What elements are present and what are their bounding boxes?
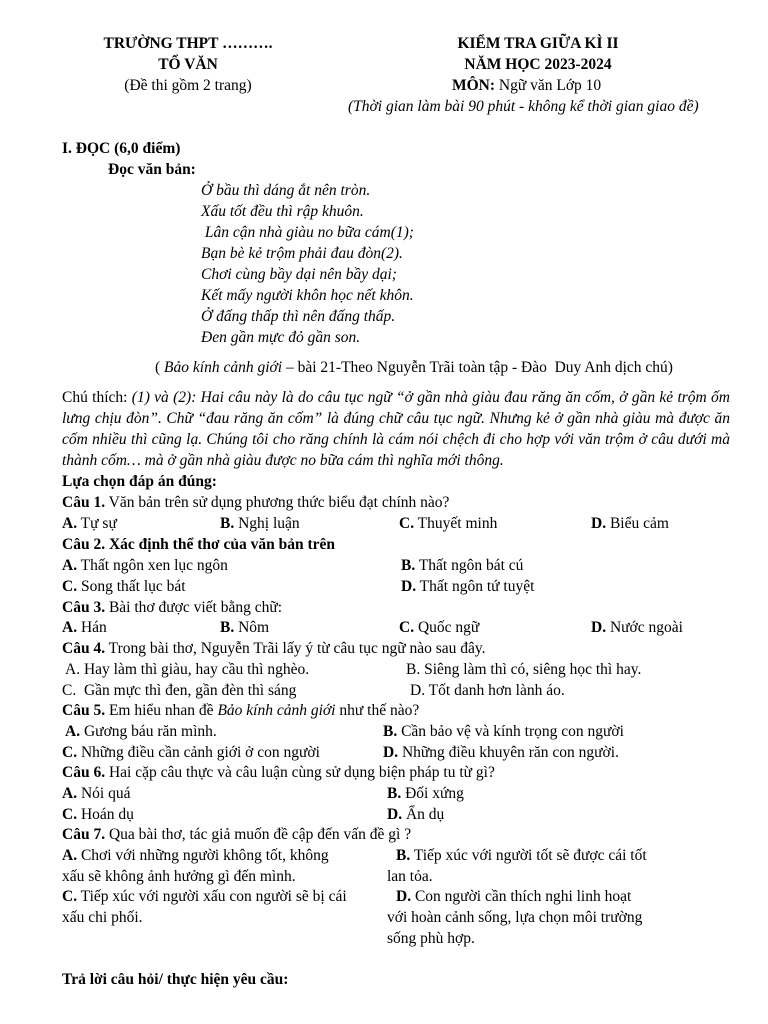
q4-option-d: D. Tốt danh hơn lành áo. [410,682,565,699]
option-text: Thuyết minh [414,515,498,532]
q2-option-b [401,555,523,576]
option-text: Tiếp xúc với người xấu con người sẽ bị cái [77,888,347,905]
q3-option-a [62,617,107,638]
q3-option-d [591,617,683,638]
q7-option-a-line1 [62,845,329,866]
q5-option-d [383,742,619,763]
option-text: Đối xứng [401,785,464,802]
option-text: Cần bảo vệ và kính trọng con người [397,723,624,740]
option-letter: B. [387,785,402,802]
option-letter: D. [387,806,403,823]
subject-label: MÔN: [452,77,496,94]
option-letter: C. [62,806,78,823]
poem-line: Bạn bè kẻ trộm phải đau đòn(2). [201,245,403,262]
q2-option-c [62,576,186,597]
question-text: Hai cặp câu thực và câu luận cùng sử dụng biện pháp tu từ gì? [105,764,495,781]
source-citation [155,357,673,378]
option-letter: C. [62,744,78,761]
option-text: Song thất lục bát [77,578,186,595]
option-text: Nghị luận [234,515,300,532]
question-3 [62,597,282,618]
option-text: Tiếp xúc với người tốt sẽ được cái tốt [410,847,647,864]
question-title-ref: Bảo kính cảnh giới [217,702,336,719]
option-text: Nói quá [77,785,131,802]
q3-option-b [220,617,269,638]
option-text: Chơi với những người không tốt, không [77,847,329,864]
question-text: Văn bản trên sử dụng phương thức biểu đạt chính nào? [105,494,450,511]
question-2: Câu 2. Xác định thể thơ của văn bản trên [62,536,335,553]
option-text: Biểu cảm [606,515,669,532]
poem-line: Kết mấy người khôn học nết khôn. [201,287,414,304]
q1-option-a [62,513,117,534]
q4-option-c: C. Gần mực thì đen, gần đèn thì sáng [62,682,297,699]
q7-option-d-line1 [396,886,631,907]
option-letter: A. [62,557,78,574]
option-letter: B. [396,847,411,864]
footnote-label: Chú thích: [62,389,132,406]
option-letter: B. [401,557,416,574]
q6-option-a [62,783,130,804]
school-year: NĂM HỌC 2023-2024 [464,56,612,73]
option-letter: B. [220,619,235,636]
question-number: Câu 3. [62,599,106,616]
subject-value: Ngữ văn Lớp 10 [498,77,602,94]
option-text: Thất ngôn bát cú [415,557,524,574]
option-letter: A. [62,723,81,740]
option-letter: D. [396,888,412,905]
source-open: ( [155,359,165,376]
option-text: Nước ngoài [606,619,683,636]
q6-option-b [387,783,464,804]
poem-line: Lân cận nhà giàu no bữa cám(1); [201,224,414,241]
option-text: Quốc ngữ [414,619,480,636]
source-title: Bảo kính cảnh giới [164,359,283,376]
q7-option-c-line1 [62,886,347,907]
q2-option-a [62,555,228,576]
question-number: Câu 6. [62,764,106,781]
option-letter: A. [62,785,78,802]
subject-line [452,75,601,96]
option-text: Hán [77,619,107,636]
question-1 [62,492,449,513]
q7-option-d-line3: sống phù hợp. [387,930,475,947]
q7-option-b-line1 [396,845,647,866]
time-note: (Thời gian làm bài 90 phút - không kể thời gian giao đề) [348,98,699,115]
question-text: Bài thơ được viết bằng chữ: [105,599,283,616]
question-text: Em hiểu nhan đề [105,702,218,719]
option-text: Tự sự [77,515,117,532]
footnote-text: (1) và (2): Hai câu này là do câu tục ngữ “ở gần nhà giàu đau răng ăn cốm, ở gần kẻ trộm ốm lưng chịu đòn”. Chữ “đau răng ăn cốm” là đúng chữ câu tục ngữ. Nhưng kẻ ở gần nhà giàu mà được ăn cốm nhiều thì cũng lạ. Chúng tôi cho răng chính là cám nói chệch đi cho hợp với văn trộm ở câu dưới mà thành cốm… mà ở gần nhà giàu được no bữa cám thì nghĩa mới thông. [62,389,730,469]
option-text: Con người cần thích nghi linh hoạt [411,888,632,905]
option-letter: C. [399,515,415,532]
option-letter: C. [62,888,78,905]
q4-option-b: B. Siêng làm thì có, siêng học thì hay. [406,661,642,678]
exam-title: KIỂM TRA GIỮA KÌ II [457,35,619,52]
option-text: Hoán dụ [77,806,134,823]
option-letter: D. [591,515,607,532]
option-letter: C. [62,578,78,595]
q5-option-a [62,721,217,742]
option-text: Những điều cần cảnh giới ở con người [77,744,320,761]
q6-option-c [62,804,134,825]
footnote [62,387,730,471]
option-letter: B. [383,723,398,740]
q2-option-d [401,576,534,597]
poem-line: Chơi cùng bầy dại nên bầy dại; [201,266,397,283]
choose-label: Lựa chọn đáp án đúng: [62,473,217,490]
section-title: I. ĐỌC (6,0 điểm) [62,140,181,157]
q4-option-a: A. Hay làm thì giàu, hay cầu thì nghèo. [62,661,310,678]
q1-option-b [220,513,300,534]
question-number: Câu 4. [62,640,106,657]
q5-option-b [383,721,624,742]
option-text: Thất ngôn tứ tuyệt [416,578,535,595]
poem-line: Ở bầu thì dáng ắt nên tròn. [201,182,371,199]
poem-line: Đen gần mực đỏ gần son. [201,329,361,346]
option-letter: D. [591,619,607,636]
q1-option-d [591,513,669,534]
read-label: Đọc văn bản: [108,161,196,178]
q7-option-c-line2: xấu chi phối. [62,909,143,926]
option-letter: B. [220,515,235,532]
q7-option-a-line2: xấu sẽ không ảnh hưởng gì đến mình. [62,868,296,885]
department: TỔ VĂN [158,56,218,73]
option-letter: D. [401,578,417,595]
question-number: Câu 7. [62,826,106,843]
q6-option-d [387,804,444,825]
question-number: Câu 5. [62,702,106,719]
option-letter: A. [62,515,78,532]
option-text: Nôm [234,619,270,636]
option-letter: D. [383,744,399,761]
question-6 [62,762,495,783]
option-text: Ẩn dụ [402,806,445,823]
option-letter: C. [399,619,415,636]
question-4 [62,638,486,659]
poem-line: Ở đấng thấp thì nên đấng thấp. [201,308,396,325]
question-5 [62,700,419,721]
q1-option-c [399,513,497,534]
q7-option-d-line2: với hoàn cảnh sống, lựa chọn môi trường [387,909,643,926]
option-letter: A. [62,619,78,636]
question-text: Qua bài thơ, tác giả muốn đề cập đến vấn đề gì ? [105,826,412,843]
option-text: Gương báu răn mình. [80,723,217,740]
question-text: như thế nào? [335,702,420,719]
page-count: (Đề thi gồm 2 trang) [124,77,252,94]
q5-option-c [62,742,320,763]
option-text: Thất ngôn xen lục ngôn [77,557,228,574]
source-rest: – bài 21-Theo Nguyễn Trãi toàn tập - Đào Duy Anh dịch chú) [282,359,673,376]
q7-option-b-line2: lan tỏa. [387,868,433,885]
question-number: Câu 1. [62,494,106,511]
q3-option-c [399,617,479,638]
poem-line: Xấu tốt đều thì rập khuôn. [201,203,364,220]
school-name: TRƯỜNG THPT ………. [103,35,273,52]
question-text: Trong bài thơ, Nguyễn Trãi lấy ý từ câu tục ngữ nào sau đây. [105,640,486,657]
option-text: Những điều khuyên răn con người. [398,744,619,761]
option-letter: A. [62,847,78,864]
answer-section-label: Trả lời câu hỏi/ thực hiện yêu cầu: [62,971,289,988]
question-7 [62,824,411,845]
